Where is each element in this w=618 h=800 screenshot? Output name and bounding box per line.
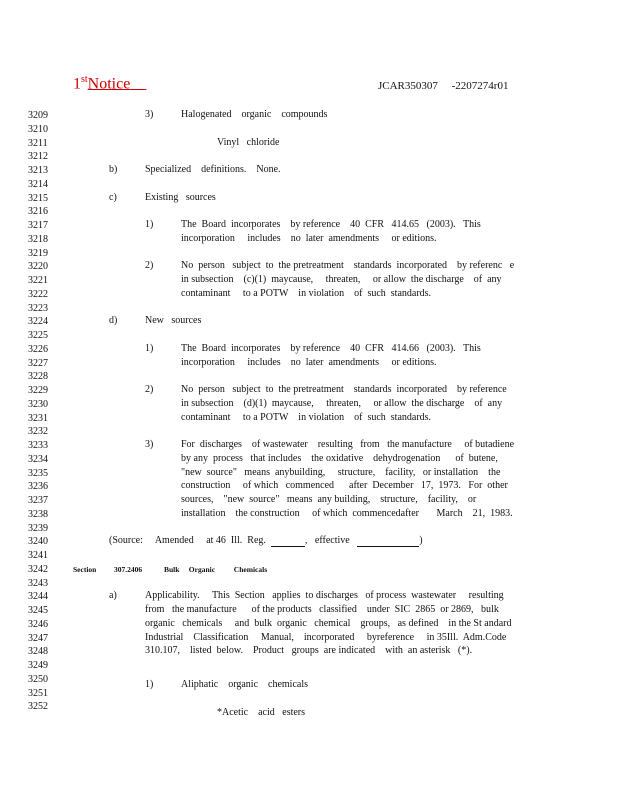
item-entry: Vinyl chloride [217, 136, 280, 148]
line-number: 3223 [28, 302, 48, 314]
line-number: 3228 [28, 371, 48, 383]
item-number: 3) [145, 109, 154, 120]
line-number: 3209 [28, 110, 48, 121]
item-number: 1) [145, 342, 154, 354]
subsection-label: a) [109, 590, 117, 602]
subsection-label: d) [109, 315, 118, 327]
subsection-heading: New sources [145, 315, 202, 327]
line-number: 3210 [28, 123, 48, 135]
line-number: 3212 [28, 151, 48, 163]
line-number: 3222 [28, 288, 48, 300]
line-number: 3250 [28, 673, 48, 685]
item-heading: Aliphatic organic chemicals [181, 679, 308, 691]
line-number: 3218 [28, 233, 48, 245]
line-number: 3226 [28, 343, 48, 355]
section-number: 307.2406 [114, 564, 143, 574]
notice-heading [73, 74, 146, 93]
line-number: 3217 [28, 220, 48, 231]
paragraph-line: by any process that includes the oxidative dehydrogenation of butene, [181, 452, 498, 464]
notice-word: Notice [87, 75, 131, 93]
line-number: 3237 [28, 495, 48, 506]
paragraph-line: Industrial Classification Manual, incorporated byreference in 35Ill. Adm.Code [145, 631, 507, 643]
paragraph-line: in subsection (c)(1) maycause, threaten, or allow the discharge of any [181, 274, 502, 285]
notice-number: 1 [73, 75, 81, 93]
line-number: 3241 [28, 550, 48, 561]
paragraph-line: in subsection (d)(1) maycause, threaten, or allow the discharge of any [181, 397, 503, 409]
section-label: Section [73, 564, 97, 574]
paragraph-line: The Board incorporates by reference 40 CFR 414.65 (2003). This [181, 219, 481, 230]
paragraph-line: The Board incorporates by reference 40 CFR 414.66 (2003). This [181, 342, 481, 354]
paragraph-line: incorporation includes no later amendments or editions. [181, 356, 437, 368]
line-number: 3233 [28, 440, 48, 451]
item-number: 3) [145, 439, 154, 450]
line-number-gutter [28, 109, 48, 714]
line-number: 3234 [28, 453, 48, 465]
item-number: 1) [145, 219, 154, 230]
subsection-heading: Existing sources [145, 191, 216, 203]
line-number: 3221 [28, 275, 48, 286]
paragraph-line: 310.107, listed below. Product groups are indicated with an asterisk (*). [145, 645, 473, 657]
line-number: 3238 [28, 508, 48, 520]
subsection-label: b) [109, 164, 118, 175]
line-number: 3214 [28, 178, 48, 190]
line-number: 3224 [28, 316, 48, 328]
paragraph-line: Applicability. This Section applies to discharges of process wastewater resulting [145, 590, 504, 602]
subsection-heading: Specialized definitions. None. [145, 164, 281, 175]
item-entry: *Acetic acid esters [217, 706, 306, 718]
paragraph-line: organic chemicals and bulk organic chemical groups, as defined in the St andard [145, 617, 512, 629]
line-number: 3213 [28, 165, 48, 176]
paragraph-line: For discharges of wastewater resulting from the manufacture of butadiene [181, 439, 515, 450]
line-number: 3236 [28, 481, 48, 493]
paragraph-line: contaminant to a POTW in violation of such standards. [181, 287, 432, 299]
line-number: 3242 [28, 563, 48, 575]
line-number: 3231 [28, 412, 48, 424]
line-number: 3230 [28, 398, 48, 410]
line-number: 3246 [28, 618, 48, 630]
paragraph-line: "new source" means anybuilding, structure, facility, or installation the [181, 466, 501, 478]
line-number: 3245 [28, 605, 48, 616]
paragraph-line: construction of which commenced after December 17, 1973. For other [181, 480, 508, 492]
line-number: 3239 [28, 522, 48, 534]
paragraph-line: No person subject to the pretreatment standards incorporated by referenc e [181, 260, 515, 272]
notice-ordinal-suffix: st [81, 74, 88, 85]
line-number: 3229 [28, 385, 48, 396]
paragraph-line: No person subject to the pretreatment standards incorporated by reference [181, 384, 507, 395]
paragraph-line: incorporation includes no later amendments or editions. [181, 232, 437, 244]
paragraph-line: installation the construction of which commencedafter March 21, 1983. [181, 507, 513, 519]
line-number: 3227 [28, 357, 48, 369]
line-number: 3240 [28, 536, 48, 548]
line-number: 3216 [28, 206, 48, 218]
line-number: 3211 [28, 137, 48, 149]
line-number: 3247 [28, 632, 48, 644]
line-number: 3248 [28, 646, 48, 658]
item-number: 2) [145, 384, 154, 395]
line-number: 3219 [28, 247, 48, 259]
item-number: 2) [145, 260, 154, 272]
source-note: (Source: Amended at 46 Ill. Reg. , effective ) [109, 535, 423, 547]
line-number: 3243 [28, 577, 48, 589]
line-number: 3252 [28, 701, 48, 713]
line-number: 3215 [28, 192, 48, 204]
line-number: 3220 [28, 261, 48, 273]
line-number: 3235 [28, 467, 48, 479]
subsection-label: c) [109, 191, 117, 203]
line-number: 3232 [28, 426, 48, 438]
paragraph-line: from the manufacture of the products classified under SIC 2865 or 2869, bulk [145, 604, 499, 615]
section-title: Bulk Organic Chemicals [164, 564, 268, 574]
line-number: 3244 [28, 591, 48, 603]
item-number: 1) [145, 679, 154, 691]
document-code: JCAR350307 -2207274r01 [378, 80, 509, 92]
paragraph-line: contaminant to a POTW in violation of such standards. [181, 411, 432, 423]
line-number: 3249 [28, 660, 48, 671]
line-number: 3225 [28, 330, 48, 341]
paragraph-line: sources, "new source" means any building, structure, facility, or [181, 494, 477, 505]
item-heading: Halogenated organic compounds [181, 109, 328, 120]
line-number: 3251 [28, 687, 48, 699]
